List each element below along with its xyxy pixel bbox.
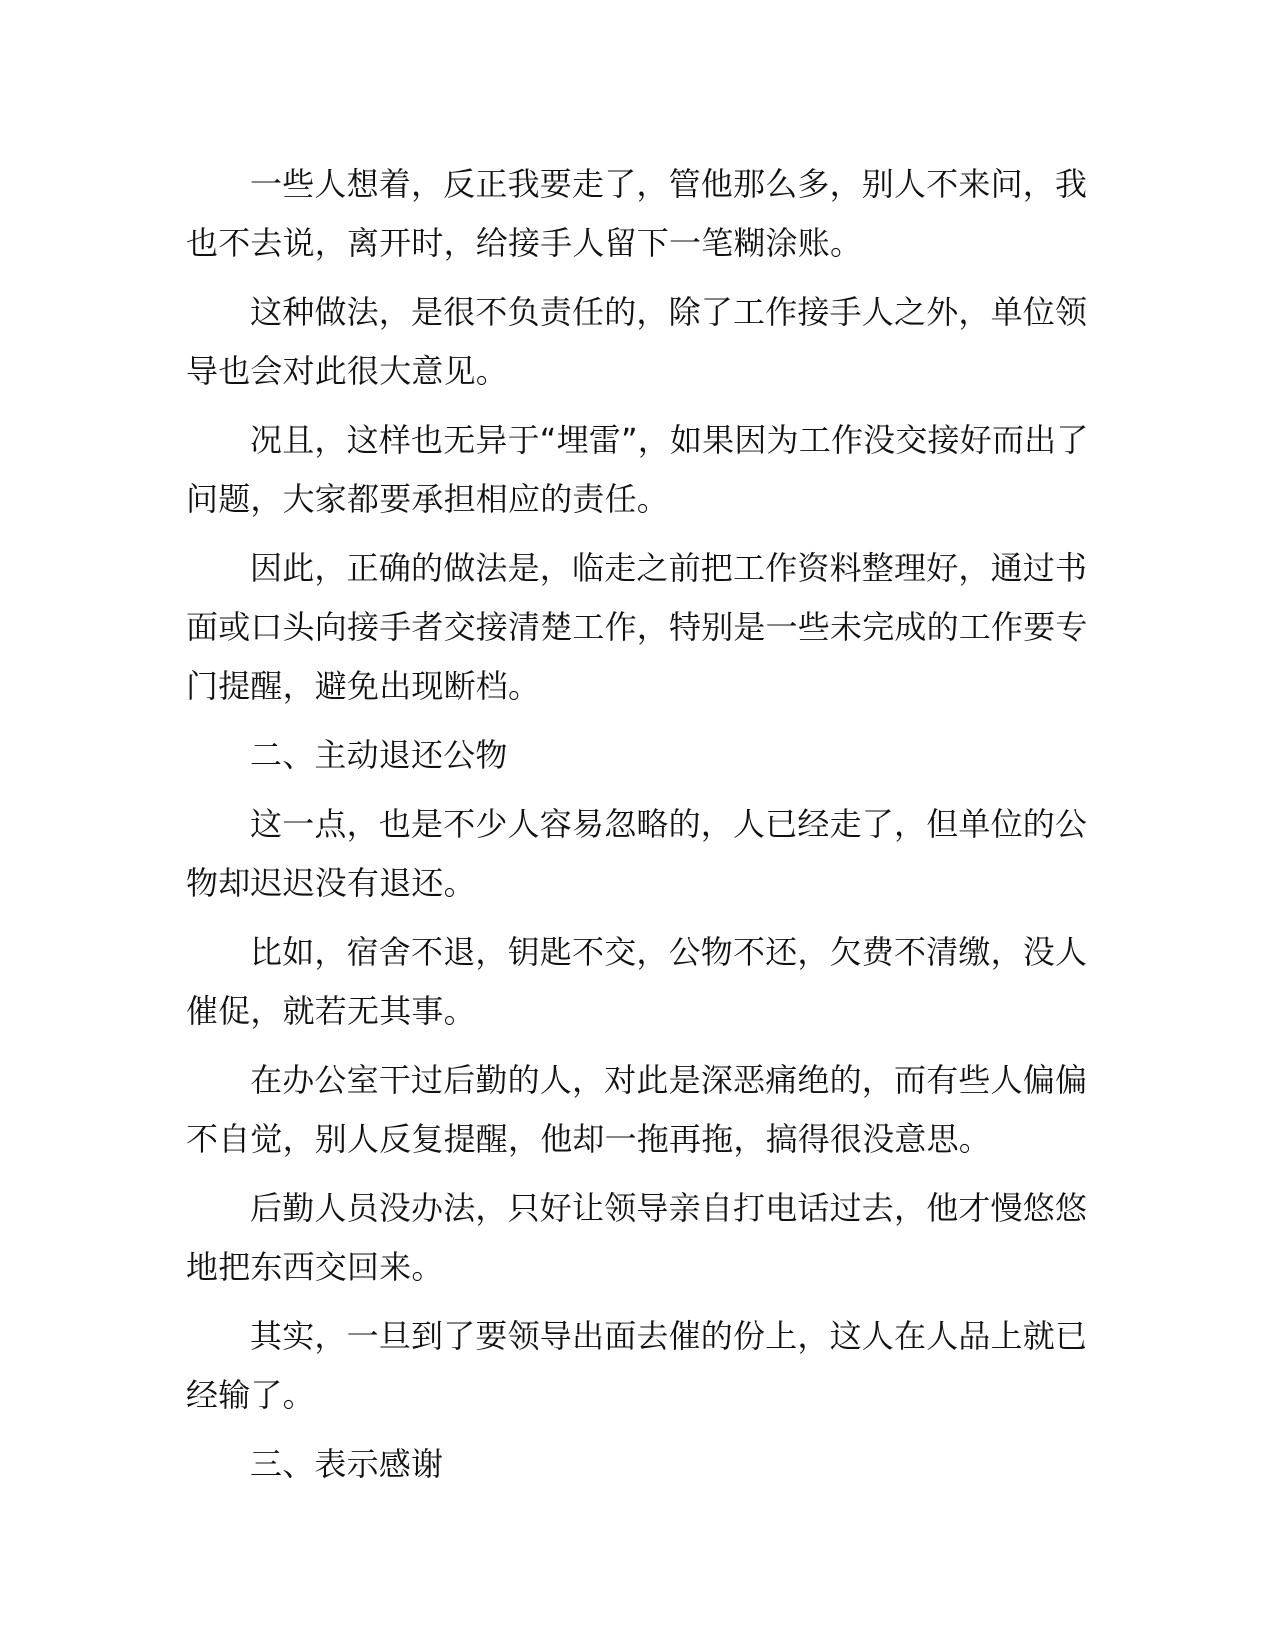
paragraph-1: 一些人想着，反正我要走了，管他那么多，别人不来问，我也不去说，离开时，给接手人留下一笔糊涂账。 [186,165,1088,262]
paragraph-8: 后勤人员没办法，只好让领导亲自打电话过去，他才慢悠悠地把东西交回来。 [186,1189,1088,1286]
paragraph-4: 因此，正确的做法是，临走之前把工作资料整理好，通过书面或口头向接手者交接清楚工作，特别是一些未完成的工作要专门提醒，避免出现断档。 [186,549,1088,705]
paragraph-3: 况且，这样也无异于“埋雷”，如果因为工作没交接好而出了问题，大家都要承担相应的责任。 [186,421,1089,518]
section-heading-2: 二、主动退还公物 [250,736,508,774]
section-heading-3: 三、表示感谢 [250,1445,444,1483]
document-body [186,155,1091,1504]
paragraph-7: 在办公室干过后勤的人，对此是深恶痛绝的，而有些人偏偏不自觉，别人反复提醒，他却一拖再拖，搞得很没意思。 [186,1061,1088,1158]
paragraph-5: 这一点，也是不少人容易忽略的，人已经走了，但单位的公物却迟迟没有退还。 [186,805,1088,902]
paragraph-6: 比如，宿舍不退，钥匙不交，公物不还，欠费不清缴，没人催促，就若无其事。 [186,933,1088,1030]
paragraph-2: 这种做法，是很不负责任的，除了工作接手人之外，单位领导也会对此很大意见。 [186,293,1088,390]
paragraph-9: 其实，一旦到了要领导出面去催的份上，这人在人品上就已经输了。 [186,1317,1088,1414]
